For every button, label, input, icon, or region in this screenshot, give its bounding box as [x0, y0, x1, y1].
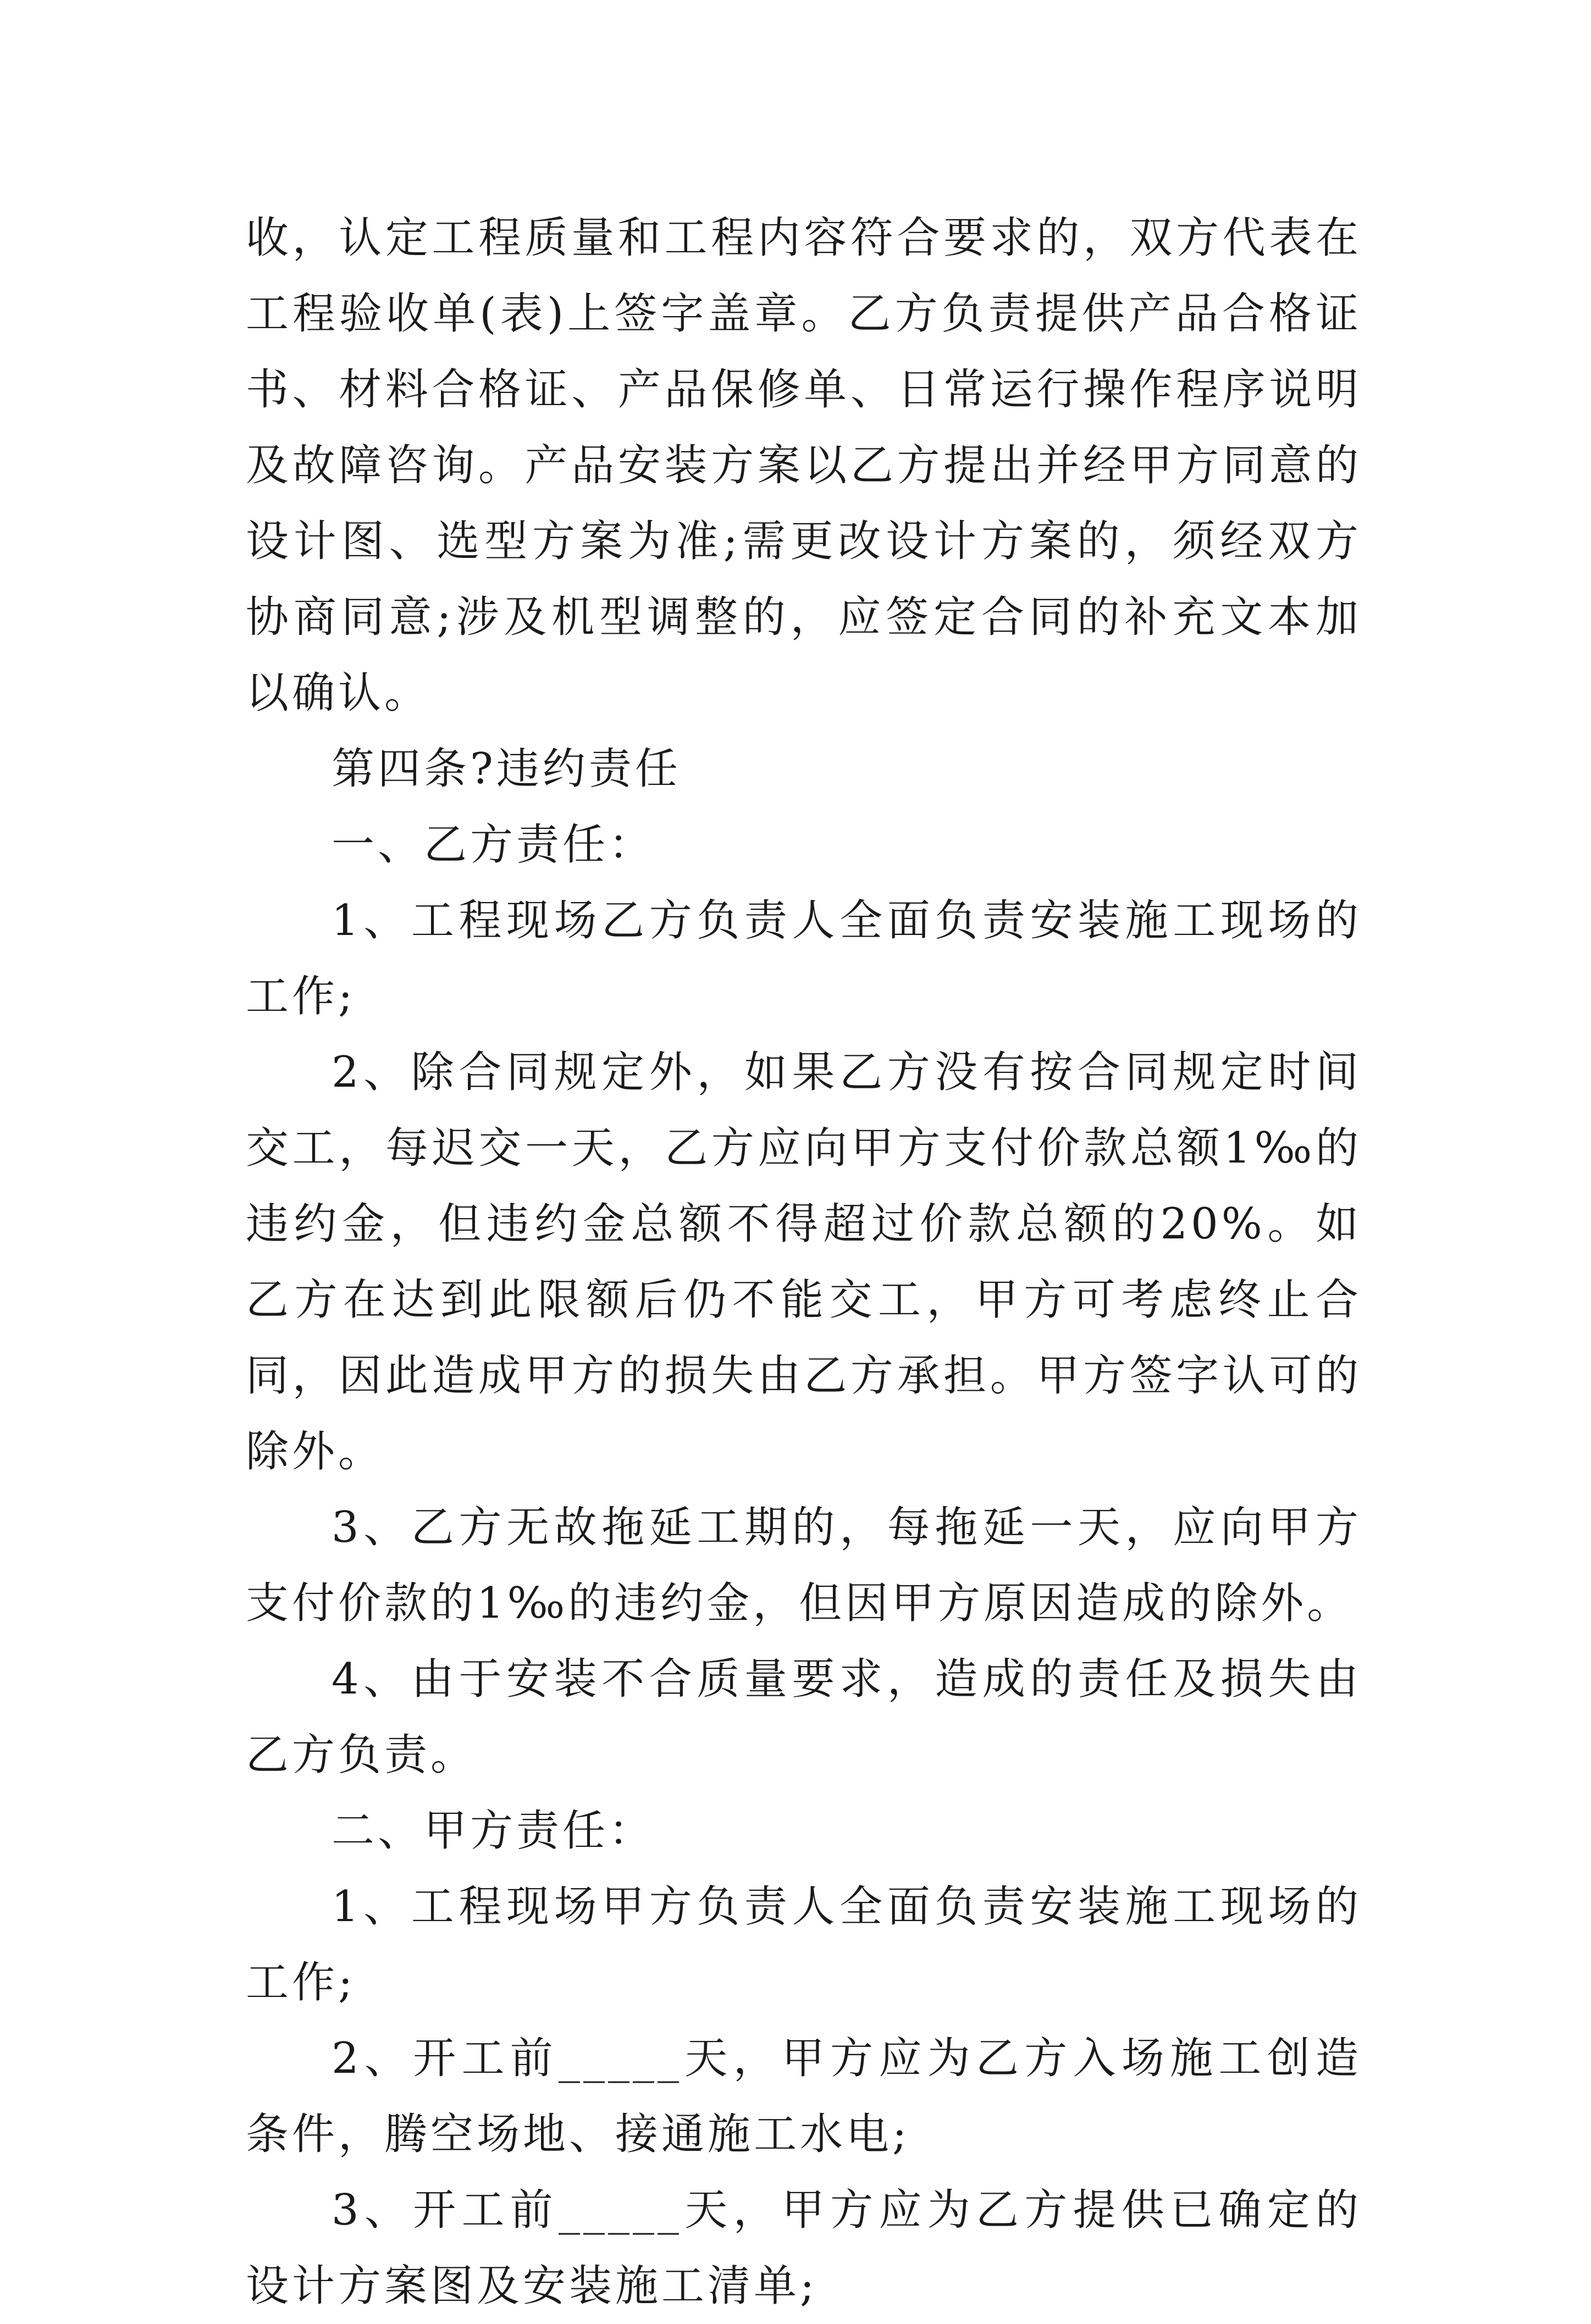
clause-a-3: 3、开工前_____天，甲方应为乙方提供已确定的设计方案图及安装施工清单;: [246, 2185, 1362, 2311]
clause-b-4: 4、由于安装不合质量要求，造成的责任及损失由乙方负责。: [246, 1655, 1362, 1780]
clause-a-1: 1、工程现场甲方负责人全面负责安装施工现场的工作;: [246, 1882, 1362, 2007]
subheading-party-b: 一、乙方责任：: [332, 820, 655, 870]
clause-b-1: 1、工程现场乙方负责人全面负责安装施工现场的工作;: [246, 896, 1362, 1021]
paragraph-acceptance: 收，认定工程质量和工程内容符合要求的，双方代表在工程验收单(表)上签字盖章。乙方负责提供产品合格证书、材料合格证、产品保修单、日常运行操作程序说明及故障咨询。产品安装方案以乙方提出并经甲方同意的设计图、选型方案为准;需更改设计方案的，须经双方协商同意;涉及机型调整的，应签定合同的补充文本加以确认。: [246, 213, 1362, 718]
heading-article-four: 第四条?违约责任: [332, 744, 681, 794]
body-text: [246, 200, 1362, 2324]
clause-b-3: 3、乙方无故拖延工期的，每拖延一天，应向甲方支付价款的1‰的违约金，但因甲方原因造成的除外。: [246, 1503, 1362, 1628]
clause-a-2: 2、开工前_____天，甲方应为乙方入场施工创造条件，腾空场地、接通施工水电;: [246, 2034, 1362, 2159]
subheading-party-a: 二、甲方责任：: [332, 1806, 655, 1856]
clause-b-2: 2、除合同规定外，如果乙方没有按合同规定时间交工，每迟交一天，乙方应向甲方支付价款总额1‰的违约金，但违约金总额不得超过价款总额的20%。如乙方在达到此限额后仍不能交工，甲方可考虑终止合同，因此造成甲方的损失由乙方承担。甲方签字认可的除外。: [246, 1048, 1362, 1476]
